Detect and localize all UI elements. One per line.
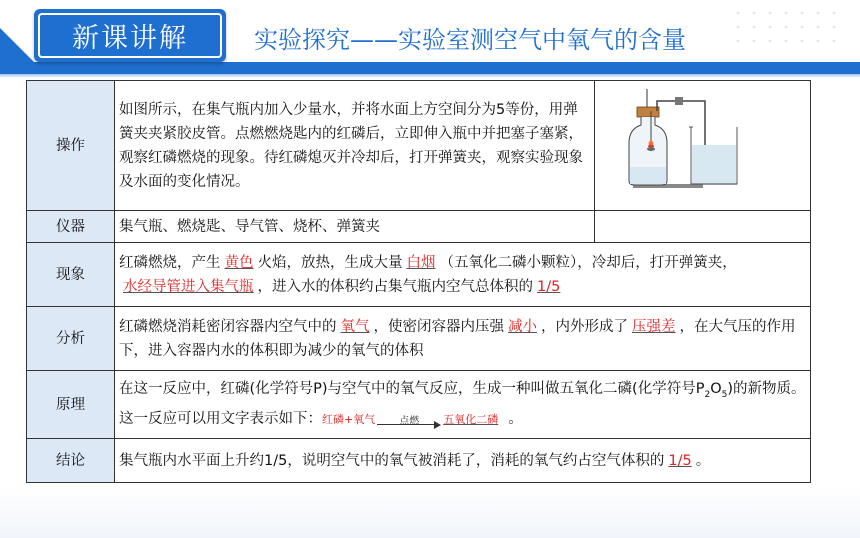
ana-text-1: 红磷燃烧消耗密闭容器内空气中的 [119,318,337,335]
row-instruments [27,211,811,243]
word-equation [322,408,508,432]
prin-text-3: )的新物质。这一反应可以用文字表示如下： [119,381,806,427]
header-bar [0,62,860,74]
row-operation [27,81,811,211]
ana-text-2: ，使密闭容器内压强 [373,318,504,335]
equation-reactants: 红磷+氧气 [322,412,376,426]
row-conclusion [27,439,811,483]
conc-end: 。 [695,452,711,469]
answer-decrease: 减小 [508,318,537,335]
label-instruments: 仪器 [27,211,115,243]
page-title: 实验探究——实验室测空气中氧气的含量 [254,26,686,54]
answer-oxygen: 氧气 [340,318,370,335]
label-analysis: 分析 [27,307,115,371]
principle-text [115,371,811,439]
prin-sub-1: 2 [704,389,711,400]
answer-water-enters: 水经导管进入集气瓶 [123,278,254,295]
instruments-empty-cell [595,211,811,243]
row-analysis [27,307,811,371]
ana-text-3: ，内外形成了 [541,318,628,335]
label-conclusion: 结论 [27,439,115,483]
analysis-text [115,307,811,371]
prin-end: 。 [508,410,523,427]
label-principle: 原理 [27,371,115,439]
row-phenomenon [27,243,811,307]
equation-product: 五氧化二磷 [443,412,499,426]
conc-text-1: 集气瓶内水平面上升约1/5，说明空气中的氧气被消耗了，消耗的氧气约占空气体积的 [119,452,665,469]
prin-text-2: O [710,381,722,398]
equation-arrow [377,412,441,432]
apparatus-image [595,81,811,211]
section-badge [34,9,226,62]
phen-text-1: 红磷燃烧，产生 [119,254,221,271]
section-badge-label: 新课讲解 [38,13,222,58]
answer-flame-color: 黄色 [224,254,254,271]
phen-text-3: （五氧化二磷小颗粒），冷却后，打开弹簧夹， [439,254,737,271]
equation-condition: 点燃 [399,415,420,427]
row-principle [27,371,811,439]
ana-text-4: ，在大气压的作用下，进入容器内水的体积即为减少的氧气的体积 [119,318,796,359]
answer-conclusion-fraction: 1/5 [668,452,692,469]
experiment-table [26,80,811,483]
answer-fraction: 1/5 [537,278,561,295]
apparatus-illustration [595,81,809,202]
label-operation: 操作 [27,81,115,211]
conclusion-text [115,439,811,483]
dot-pattern-decoration [730,6,840,46]
answer-smoke: 白烟 [406,254,436,271]
prin-sub-2: 5 [721,389,728,400]
prin-text-1: 在这一反应中，红磷(化学符号P)与空气中的氧气反应，生成一种叫做五氧化二磷(化学符号P [119,381,705,398]
phenomenon-text [115,243,811,307]
bottom-gradient-decoration [0,488,860,538]
phen-text-4: ，进入水的体积约占集气瓶内空气总体积的 [257,278,533,295]
phen-text-2: 火焰，放热，生成大量 [257,254,403,271]
header-bar-shadow [0,74,860,78]
answer-pressure-difference: 压强差 [632,318,676,335]
operation-text: 如图所示，在集气瓶内加入少量水，并将水面上方空间分为5等份，用弹簧夹夹紧胶皮管。点燃燃烧匙内的红磷后，立即伸入瓶中并把塞子塞紧，观察红磷燃烧的现象。待红磷熄灭并冷却后，打开弹簧夹，观察实验现象及水面的变化情况。 [115,81,595,211]
instruments-text: 集气瓶、燃烧匙、导气管、烧杯、弹簧夹 [115,211,595,243]
label-phenomenon: 现象 [27,243,115,307]
